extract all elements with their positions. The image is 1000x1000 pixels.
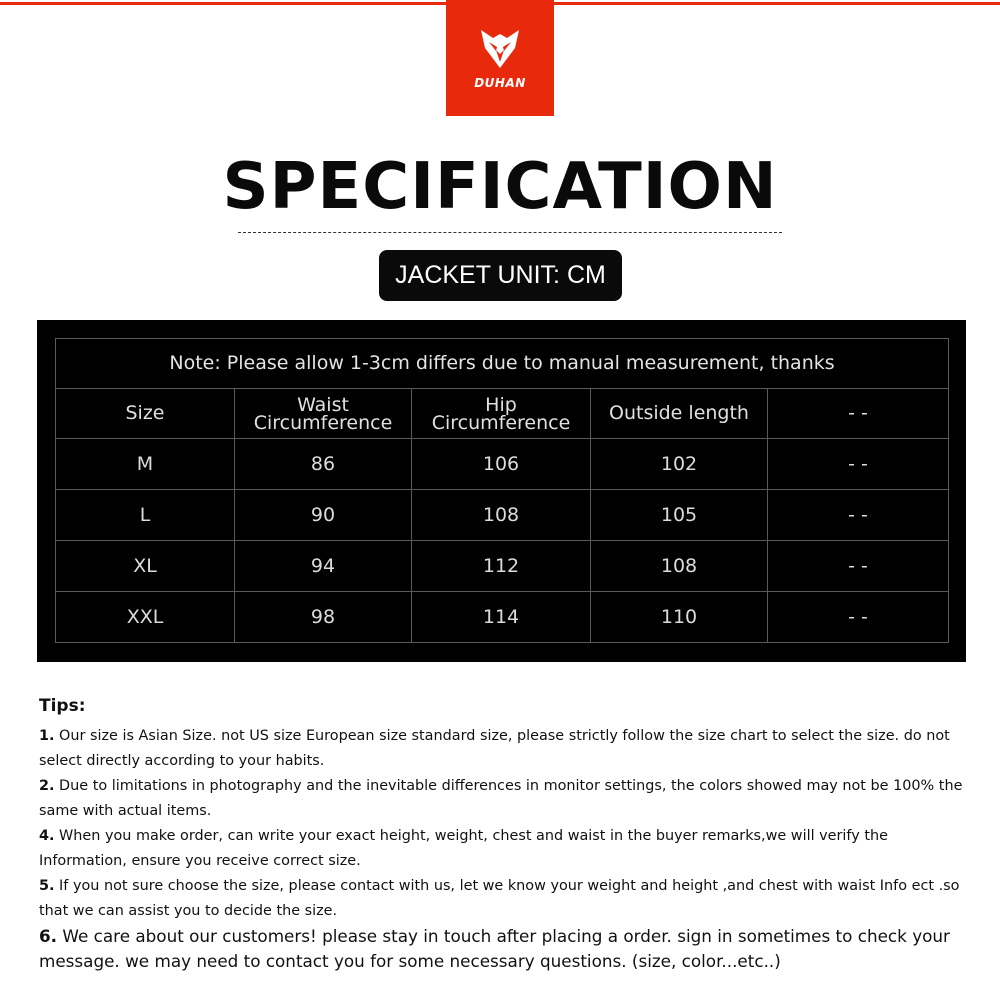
page-title: SPECIFICATION xyxy=(222,150,778,224)
cell-size: XL xyxy=(56,541,235,592)
header-outside-length: Outside length xyxy=(591,389,768,439)
tip-text: We care about our customers! please stay in touch after placing a order. sign in sometimes to check your message. we may need to contact you for some necessary questions. (size, color...etc..) xyxy=(39,926,950,971)
cell-outside-length: 105 xyxy=(591,490,768,541)
tip-item xyxy=(39,874,969,924)
cell-outside-length: 102 xyxy=(591,439,768,490)
tip-item xyxy=(39,774,969,824)
cell-outside-length: 108 xyxy=(591,541,768,592)
brand-logo xyxy=(446,0,554,116)
cell-empty: - - xyxy=(768,592,949,643)
header-waist-line1: Waist xyxy=(297,393,349,416)
table-row xyxy=(56,541,949,592)
header-size: Size xyxy=(56,389,235,439)
tip-item xyxy=(39,724,969,774)
cell-hip: 106 xyxy=(412,439,591,490)
cell-empty: - - xyxy=(768,490,949,541)
fox-head-icon xyxy=(479,28,521,70)
table-header-row xyxy=(56,389,949,439)
tip-item xyxy=(39,824,969,874)
tip-number: 4. xyxy=(39,828,55,844)
title-divider xyxy=(238,232,782,233)
table-row xyxy=(56,439,949,490)
cell-waist: 94 xyxy=(235,541,412,592)
cell-waist: 86 xyxy=(235,439,412,490)
tip-number: 1. xyxy=(39,728,55,744)
cell-waist: 90 xyxy=(235,490,412,541)
cell-size: L xyxy=(56,490,235,541)
size-chart-panel xyxy=(37,320,966,662)
table-row xyxy=(56,592,949,643)
tip-text: If you not sure choose the size, please contact with us, let we know your weight and height ,and chest with waist Info ect .so that we can assist you to decide the size. xyxy=(39,878,960,919)
cell-hip: 114 xyxy=(412,592,591,643)
header-waist-line2: Circumference xyxy=(253,411,393,434)
cell-hip: 112 xyxy=(412,541,591,592)
cell-empty: - - xyxy=(768,439,949,490)
tip-text: When you make order, can write your exact height, weight, chest and waist in the buyer remarks,we will verify the Information, ensure you receive correct size. xyxy=(39,828,888,869)
header-hip xyxy=(412,389,591,439)
tip-number: 2. xyxy=(39,778,55,794)
table-row xyxy=(56,490,949,541)
cell-empty: - - xyxy=(768,541,949,592)
cell-size: XXL xyxy=(56,592,235,643)
cell-waist: 98 xyxy=(235,592,412,643)
cell-outside-length: 110 xyxy=(591,592,768,643)
header-hip-line1: Hip xyxy=(485,393,517,416)
tip-number: 6. xyxy=(39,926,58,946)
unit-badge: JACKET UNIT: CM xyxy=(379,250,622,301)
header-hip-line2: Circumference xyxy=(431,411,571,434)
tip-text: Due to limitations in photography and the inevitable differences in monitor settings, the colors showed may not be 100% the same with actual items. xyxy=(39,778,963,819)
tip-number: 5. xyxy=(39,878,55,894)
tips-section xyxy=(39,696,969,974)
tips-title: Tips: xyxy=(39,696,86,716)
table-note-row xyxy=(56,339,949,389)
tip-text: Our size is Asian Size. not US size European size standard size, please strictly follow the size chart to select the size. do not select directly according to your habits. xyxy=(39,728,950,769)
header-waist xyxy=(235,389,412,439)
cell-size: M xyxy=(56,439,235,490)
tip-item xyxy=(39,924,969,974)
size-chart-table xyxy=(55,338,949,643)
measurement-note: Note: Please allow 1-3cm differs due to manual measurement, thanks xyxy=(56,339,949,389)
cell-hip: 108 xyxy=(412,490,591,541)
header-empty: - - xyxy=(768,389,949,439)
brand-name: DUHAN xyxy=(474,76,526,90)
